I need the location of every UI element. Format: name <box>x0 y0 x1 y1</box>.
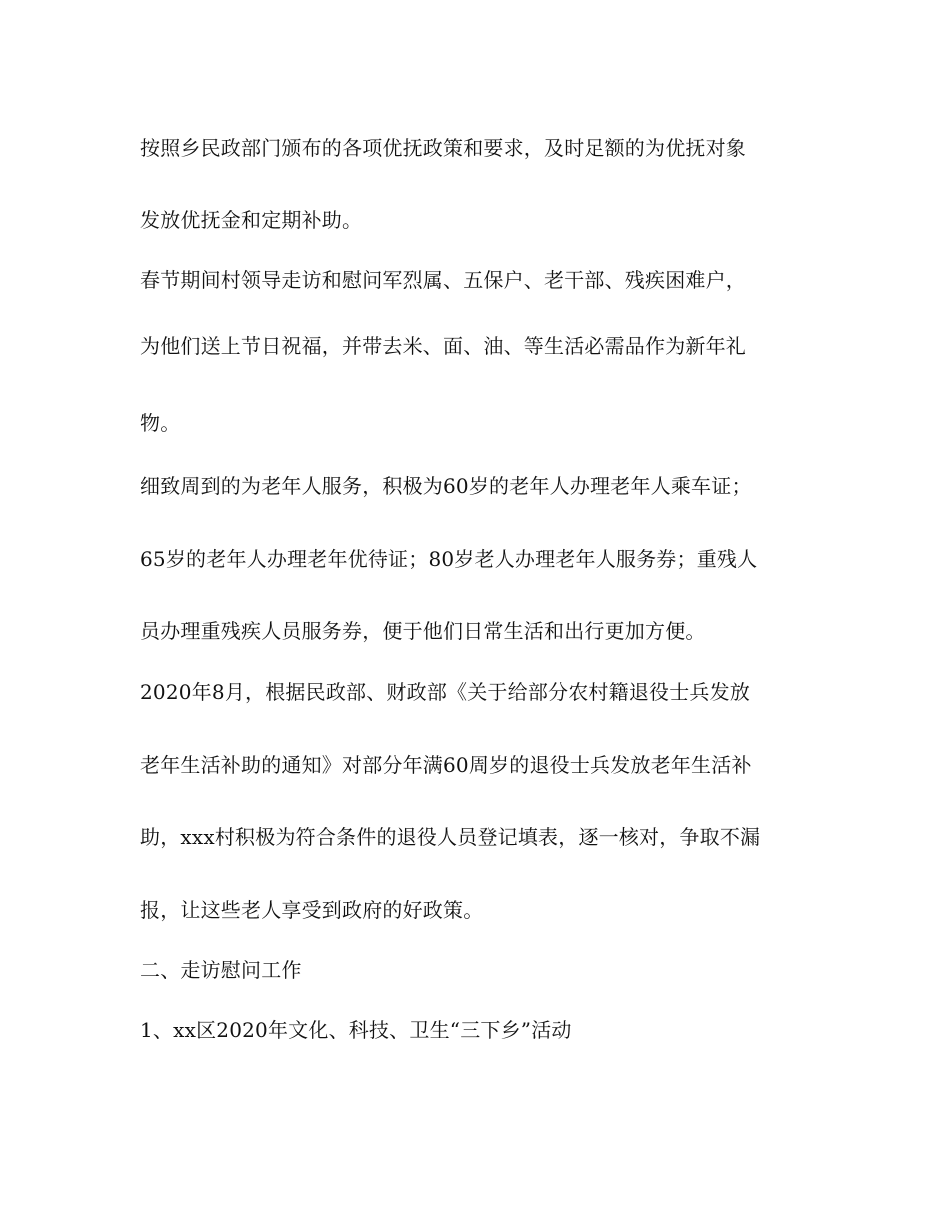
paragraph-line: 物。 <box>140 411 181 435</box>
paragraph-line: 2020年8月，根据民政部、财政部《关于给部分农村籍退役士兵发放 <box>140 680 751 704</box>
subsection-heading: 1、xx区2020年文化、科技、卫生“三下乡”活动 <box>140 1018 572 1042</box>
section-heading: 二、走访慰问工作 <box>140 958 302 982</box>
paragraph-line: 按照乡民政部门颁布的各项优抚政策和要求，及时足额的为优抚对象 <box>140 136 746 160</box>
paragraph-line: 为他们送上节日祝福，并带去米、面、油、等生活必需品作为新年礼 <box>140 334 746 358</box>
paragraph-line: 助，xxx村积极为符合条件的退役人员登记填表，逐一核对，争取不漏 <box>140 825 761 849</box>
paragraph-line: 员办理重残疾人员服务券，便于他们日常生活和出行更加方便。 <box>140 619 706 643</box>
paragraph-line: 春节期间村领导走访和慰问军烈属、五保户、老干部、残疾困难户， <box>140 268 746 292</box>
paragraph-line: 老年生活补助的通知》对部分年满60周岁的退役士兵发放老年生活补 <box>140 753 752 777</box>
paragraph-line: 细致周到的为老年人服务，积极为60岁的老年人办理老年人乘车证； <box>140 474 752 498</box>
paragraph-line: 报，让这些老人享受到政府的好政策。 <box>140 898 484 922</box>
paragraph-line: 65岁的老年人办理老年优待证；80岁老人办理老年人服务券；重残人 <box>140 547 758 571</box>
paragraph-line: 发放优抚金和定期补助。 <box>140 208 363 232</box>
